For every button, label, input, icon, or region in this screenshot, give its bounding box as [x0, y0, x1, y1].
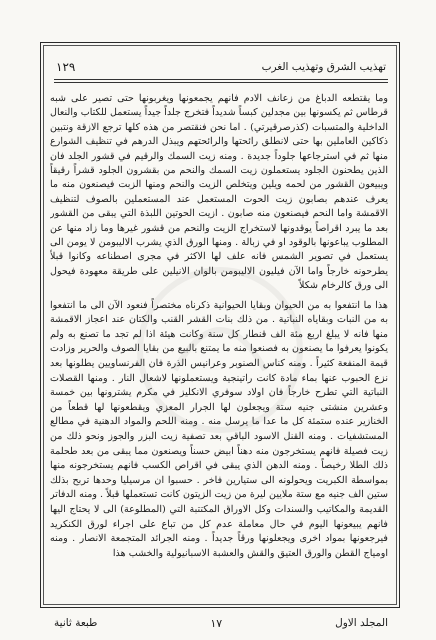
page-header	[56, 56, 386, 78]
volume-label: المجلد الاول	[335, 617, 388, 629]
edition-label: طبعة ثانية	[54, 617, 98, 629]
paragraph: هذا ما انتفعوا به من الحيوان وبقايا الحيوانية ذكرناه مختصراً فنعود الآن الى ما انتفعوا به من النبات وبقاياه النباتية . من ذلك بنات القشر القنب والكتان عند اعجاز الاقمشة منها فانه لا يبلغ اربع مئة الف قنطار كل سنة وكانت هيئة اذا لم تجد ما تصنع به ولم يكونوا يعرفوا ما يصنعون به فصنعوا منه ما يمتنع بالبيع من بقايا الصوف والحرير وزادت قيمة المنفعة كثيراً . ومنه كناس الصنوبر وعرانيس الذرة فان الفرنساويين يطلونها بعد نزع الحبوب عنها بماء مادة كانت راتينجية ويستعملونها لاشعال النار . ومنها القصلات النباتية التي تطرح خارجاً فان اولاد سوفري الانكليز في مكرم يشترونها بين خمسة وعشرين منشتى جنيه ستة ويجعلون لها الجرار المعزي ويقطعونها لها قطعاً من الخنازير عنده ستمئة كل ما عدا ما يرسل منه . ومنه اللحم والمواد الدهنية في مطالع المستشفيات . ومنه القنل الاسود الباقي بعد تصفية زيت البزر والجوز ونحو ذلك من زيت فصيلة فانهم يستخرجون منه دهناً ابيض حسناً ويصنعون مما يبقى من بعد طحلمة ذلك الطلا رخيصاً . ومنه الدهن الذي يبقى في اقراص الكسب فانهم يستخرجونه منها بمواسطة الكبريت ويحولونه الى ستيارين فاخر . حسبوا ان مرسيليا وحدها تربح بذلك ستين الف جنيه مع ستة ملايين ليرة من زيت الزيتون كانت تستعملها قبلاً . ومنه الدفاتر القديمة والمكاتيب والسندات وكل الاوراق المكتتبة التي (المطلوعة) الى لا يحتاج اليها فانهم يبيعونها اليوم في حال معاملة عدم كل من تباع على اجراء لورق الكنكريد فيرجعونها بمواد اخرى ويجعلونها ورقاً جديداً . ومنه الجرائد المتجمعة الانصار . ومنه اومياج القطن والورق العتيق والقش والعشبة الاسبانيولية والخشب هذا	[50, 299, 388, 559]
running-title: تهذيب الشرق وتهذيب الغرب	[261, 61, 386, 73]
header-rule-thin	[54, 82, 388, 83]
paragraph: وما يقتطعه الدباغ من زعانف الادم فانهم يجمعونها ويغربونها حتى تصير على شبه قرطاس ثم يكسونها بين مجدلين كبساً شديداً فتخرج جلداً جيداً يستعمل للكتاب والنعال الداخلية والمتسبات (كذرصرقيرتي) . اما نحن فنقتصر من هذه كلها ترجع الازقة ونتبين ذكاكين العاملين بها حتى لانطلق رائحتها والرائحتهم ويبذل الدرهم في تنظيف الشوارع منها ثم في استرجاعها جلوداً جديدة . ومنه زيت السمك والرقيم في قشور الجلد فان الذين يطحنون الجلود يستعملون زيت السمك والنحم من بقشرون الجلود قشراً رقيقاً ويبيعون القشور من لحمه ويلين ويتخلص الزيت والنحم ومنها الزبت فيصنعون منه ما يعرف عندهم بصابون زيت الحوت المستعمل عند المستعملين بالصوف لتنظيف الاقمشة واما النحم فيصنعون منه صابون . ازيت الحوتين اللبذة التي يبقى من القشور بعد ما يبرد اقراصاً يوقدونها لاستخراج الزيت والنحم من قشور غيرها وما زاد منها عن المطلوب يباعونها بالوقود او في زبالة . ومنها الورق الذي يشرب الاليبومن لا يومن الى يستعمل في تصوير الشمس فانه علف لها الاكثر في مجرى اصطناعه وكانوا قبلاً يطرحونه خارجاً واما الآن فيليون الاليبومن بالوان الانيلين على طريقة معهودة فيحول الى ورق كالرخام شكلاً	[50, 93, 388, 292]
body-text	[50, 92, 388, 604]
header-rule	[54, 79, 388, 80]
page-number: ١٢٩	[56, 60, 76, 74]
page-footer	[54, 614, 388, 632]
footer-page-number: ١٧	[210, 616, 223, 630]
